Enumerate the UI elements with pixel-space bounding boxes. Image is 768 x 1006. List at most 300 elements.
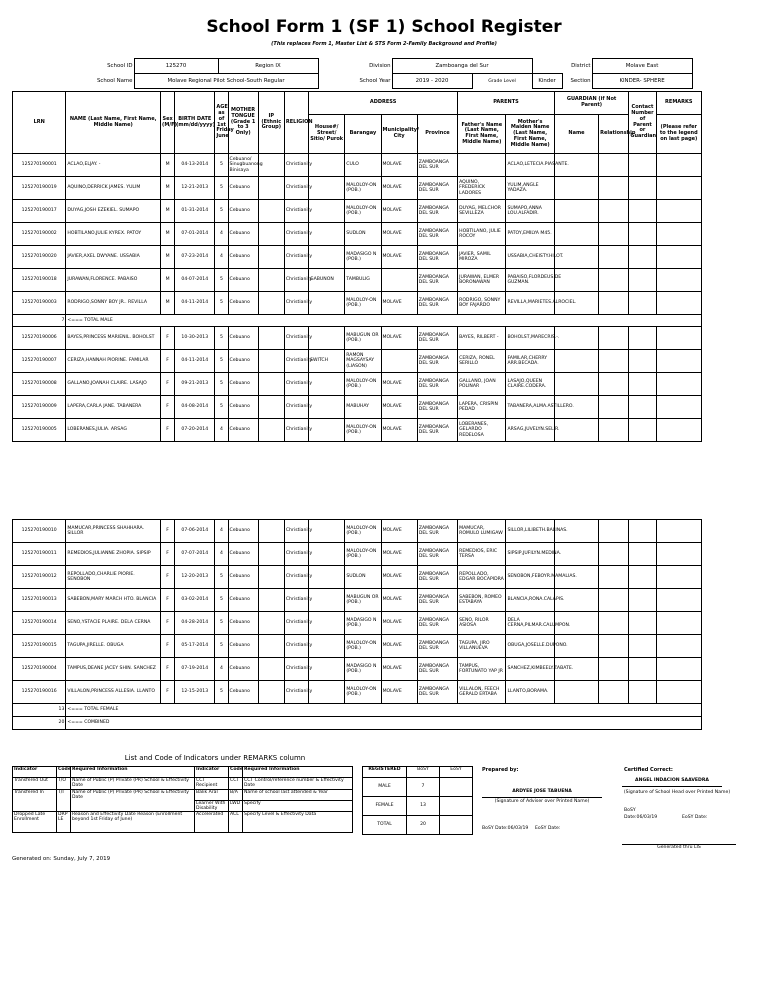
cell-house <box>309 177 345 200</box>
cell-rel: Christianity <box>284 177 308 200</box>
summary-male: MALE <box>363 778 407 797</box>
grade-level-label: Grade Level <box>488 78 516 84</box>
summary-female-value: 13 <box>407 797 440 816</box>
cell-house <box>309 327 345 350</box>
cell-gname <box>554 681 598 704</box>
cell-bd: 07-01-2014 <box>175 223 215 246</box>
cell-house <box>309 543 345 566</box>
cell-father: JAVIER, SAMIL MIROZA <box>458 246 506 269</box>
cell-contact <box>629 543 656 566</box>
female-rows-a <box>13 327 702 442</box>
cell-mt: Cebuano <box>228 635 258 658</box>
cell-age: 4 <box>215 419 228 442</box>
section-label: Section <box>570 77 591 84</box>
cell-mother: BOHOLST,MARECRIS.-. <box>506 327 554 350</box>
cell-bd: 04-28-2014 <box>175 612 215 635</box>
col-religion: RELIGION <box>284 92 308 154</box>
cell-remarks <box>656 350 701 373</box>
cell-ip <box>258 520 284 543</box>
cell-gname <box>554 177 598 200</box>
cell-brgy: MALOLOY-ON (POB.) <box>345 681 381 704</box>
legend-h-req-2: Required Information <box>243 767 353 778</box>
legend-req: Specify <box>243 800 353 812</box>
cell-bd: 01-31-2014 <box>175 200 215 223</box>
cell-name: BAYES,PRINCESS MARIENIL. BOHOLST <box>66 327 161 350</box>
cell-name: TAGUPA,JIRELLE. OBUGA <box>66 635 161 658</box>
cell-bd: 04-13-2014 <box>175 154 215 177</box>
col-parents: PARENTS <box>458 92 555 115</box>
cell-bd: 04-11-2014 <box>175 350 215 373</box>
cell-age: 5 <box>215 589 228 612</box>
certified-label: Certified Correct: <box>624 767 673 773</box>
legend-ind: Transfered Out <box>13 778 57 790</box>
cell-age: 5 <box>215 612 228 635</box>
cell-remarks <box>656 246 701 269</box>
cell-gname <box>554 373 598 396</box>
cell-rel: Christianity <box>284 635 308 658</box>
col-father: Father's Name (Last Name, First Name, Middle Name) <box>458 115 506 154</box>
cell-mother: SENOBON,FEBOYR.MAMALIAS. <box>506 566 554 589</box>
cell-mt: Cebuano <box>228 658 258 681</box>
legend-req: Reason and Effectivity Date Reason (Enrollment beyond 1st Friday of June) <box>71 812 195 833</box>
cell-bd: 07-06-2014 <box>175 520 215 543</box>
cell-mt: Cebuano <box>228 269 258 292</box>
cell-father: TAMPUS, FORTUNATO YAP JR <box>458 658 506 681</box>
cell-father: JURAWAN, ELMER BORONAWAN <box>458 269 506 292</box>
cell-rel: Christianity <box>284 419 308 442</box>
legend-ind: Transfered In <box>13 789 57 812</box>
cell-mother: BLANCIA,RONA.CALAPIS. <box>506 589 554 612</box>
adviser-signature-line <box>482 797 602 798</box>
cell-house <box>309 520 345 543</box>
total-male-count: 7 <box>13 315 66 327</box>
summary-eosy: EoSY <box>440 767 473 778</box>
legend-req: Specify Level & Effectivity Data <box>243 812 353 833</box>
cell-contact <box>629 373 656 396</box>
cell-brgy: MALOLOY-ON (POB.) <box>345 292 381 315</box>
cell-rel: Christianity <box>284 373 308 396</box>
cell-mt: Cebuano <box>228 589 258 612</box>
cell-mt: Cebuano <box>228 419 258 442</box>
cell-mt: Cebuano <box>228 177 258 200</box>
cell-brgy: MALOLOY-ON (POB.) <box>345 419 381 442</box>
cell-bd: 04-07-2014 <box>175 269 215 292</box>
cell-contact <box>629 635 656 658</box>
legend-req: Name of Public (P) Private (PR) School & Effectivity Date <box>71 789 195 812</box>
cell-sex: M <box>161 269 175 292</box>
cell-father: TAGUPA, JIRO VILLANUEVA <box>458 635 506 658</box>
cell-gname <box>554 419 598 442</box>
cell-house <box>309 681 345 704</box>
region: Region IX <box>218 59 318 74</box>
cell-bd: 03-02-2014 <box>175 589 215 612</box>
cell-remarks <box>656 396 701 419</box>
cell-sex: M <box>161 154 175 177</box>
cell-prov: ZAMBOANGA DEL SUR <box>417 612 457 635</box>
cell-name: REMEDIOS,JULIANNE ZHOPIA. SIPSIP <box>66 543 161 566</box>
cell-age: 5 <box>215 350 228 373</box>
cell-name: ACLAO,ELJAY. - <box>66 154 161 177</box>
cell-name: SENO,YSTACIE PLAIRE. DELA CERNA <box>66 612 161 635</box>
student-row <box>13 658 702 681</box>
cell-remarks <box>656 223 701 246</box>
adviser-bosy-date: BoSY Date:06/03/19 <box>482 826 529 831</box>
cell-prov: ZAMBOANGA DEL SUR <box>417 419 457 442</box>
cell-prov: ZAMBOANGA DEL SUR <box>417 635 457 658</box>
cell-age: 5 <box>215 635 228 658</box>
school-name-label: School Name <box>96 77 133 84</box>
grade-level: Kinder <box>532 74 562 89</box>
cell-contact <box>629 520 656 543</box>
adviser-eosy-date: EoSY Date: <box>535 826 561 831</box>
summary-bosy: BoSY <box>407 767 440 778</box>
cell-father: CERIZA, RONEL SERILLO <box>458 350 506 373</box>
legend-req: Name of Public (P) Private (PR) School & Effectivity Date <box>71 778 195 790</box>
prepared-by-label: Prepared by: <box>482 767 519 773</box>
cell-bd: 04-11-2014 <box>175 292 215 315</box>
cell-mun: MOLAVE <box>381 520 417 543</box>
cell-mother: PABAISO,FLORDEUS.DE GUZMAN. <box>506 269 554 292</box>
cell-mother: SIPSIP,JUFILYN.MEDINA. <box>506 543 554 566</box>
cell-mt: Cebuano <box>228 681 258 704</box>
cell-remarks <box>656 612 701 635</box>
cell-mother: USSABIA,CHEISTY.HILOT. <box>506 246 554 269</box>
cell-grel <box>599 520 629 543</box>
cell-ip <box>258 177 284 200</box>
cell-rel: Christianity <box>284 658 308 681</box>
cell-remarks <box>656 543 701 566</box>
district: Molave East <box>592 59 692 74</box>
cell-mun: MOLAVE <box>381 246 417 269</box>
cell-mun: MOLAVE <box>381 681 417 704</box>
head-signature-line <box>622 786 722 787</box>
cell-contact <box>629 154 656 177</box>
cell-grel <box>599 658 629 681</box>
register-table-2 <box>12 519 702 730</box>
cell-mun: MOLAVE <box>381 177 417 200</box>
cell-contact <box>629 223 656 246</box>
cell-bd: 07-07-2014 <box>175 543 215 566</box>
head-signature-caption: (Signature of School Head over Printed Name) <box>623 790 731 795</box>
cell-brgy: MALOLOY-ON (POB.) <box>345 373 381 396</box>
cell-contact <box>629 566 656 589</box>
cell-prov: ZAMBOANGA DEL SUR <box>417 200 457 223</box>
cell-brgy: TAMBULIG <box>345 269 381 292</box>
cell-house: SWITCH <box>309 350 345 373</box>
col-age: AGE as of 1st Friday June <box>215 92 228 154</box>
combined-label: <=== COMBINED <box>66 717 702 730</box>
cell-rel: Christianity <box>284 612 308 635</box>
cell-contact <box>629 200 656 223</box>
cell-ip <box>258 566 284 589</box>
cell-prov: ZAMBOANGA DEL SUR <box>417 154 457 177</box>
cell-mun: MOLAVE <box>381 292 417 315</box>
summary-male-value: 7 <box>407 778 440 797</box>
cell-mun: MOLAVE <box>381 635 417 658</box>
col-birth-date: BIRTH DATE (mm/dd/yyyy) <box>175 92 215 154</box>
school-id: 125270 <box>134 59 218 74</box>
cell-sex: F <box>161 681 175 704</box>
cell-grel <box>599 269 629 292</box>
legend-h-req: Required Information <box>71 767 195 778</box>
cell-name: SABEBON,MARY MARCH HTO. BLANCIA <box>66 589 161 612</box>
col-mother-tongue: MOTHER TONGUE (Grade 1 to 3 Only) <box>228 92 258 154</box>
cell-sex: F <box>161 327 175 350</box>
cell-gname <box>554 350 598 373</box>
cell-mt: Cebuano <box>228 612 258 635</box>
legend-h-indicator: Indicator <box>13 767 57 778</box>
cell-grel <box>599 589 629 612</box>
cell-rel: Christianity <box>284 269 308 292</box>
cell-mun: MOLAVE <box>381 223 417 246</box>
cell-brgy: MALOLOY-ON (POB.) <box>345 543 381 566</box>
cell-house <box>309 612 345 635</box>
cell-remarks <box>656 520 701 543</box>
cell-name: LAPERA,CARLA JANE. TABANERA <box>66 396 161 419</box>
cell-lrn: 125270190005 <box>13 419 66 442</box>
cell-mun: MOLAVE <box>381 327 417 350</box>
cell-brgy: RAMON MAGSAYSAY (LIASON) <box>345 350 381 373</box>
cell-grel <box>599 350 629 373</box>
cell-remarks <box>656 177 701 200</box>
cell-ip <box>258 200 284 223</box>
cell-contact <box>629 681 656 704</box>
cell-gname <box>554 223 598 246</box>
cell-sex: F <box>161 589 175 612</box>
cell-house: GABUNON <box>309 269 345 292</box>
legend-code: B/A <box>229 789 243 800</box>
cell-remarks <box>656 292 701 315</box>
cell-house <box>309 200 345 223</box>
student-row <box>13 350 702 373</box>
head-eosy-date: EoSY Date: <box>682 815 708 820</box>
cell-contact <box>629 396 656 419</box>
cell-prov: ZAMBOANGA DEL SUR <box>417 658 457 681</box>
cell-sex: M <box>161 223 175 246</box>
col-guardian-relationship: Relationship <box>599 115 629 154</box>
cell-mun: MOLAVE <box>381 589 417 612</box>
cell-grel <box>599 543 629 566</box>
cell-rel: Christianity <box>284 396 308 419</box>
cell-name: VILLALON,PRINCESS ALLESIA. LLANTO <box>66 681 161 704</box>
cell-father: LOBERANES, GELARDO REDELOSA <box>458 419 506 442</box>
cell-gname <box>554 200 598 223</box>
cell-mother: DELA CERNA,PILMAR.CALUMPON. <box>506 612 554 635</box>
total-male-label: <=== TOTAL MALE <box>66 315 702 327</box>
cell-remarks <box>656 681 701 704</box>
cell-grel <box>599 419 629 442</box>
cell-sex: M <box>161 292 175 315</box>
cell-grel <box>599 566 629 589</box>
cell-father: RODRIGO, SONNY BOY FAJARDO <box>458 292 506 315</box>
summary-male-eosy <box>440 778 473 797</box>
col-guardian: GUARDIAN (if Not Parent) <box>554 92 629 115</box>
cell-mt: Cebuano <box>228 520 258 543</box>
legend-req: CCT Control/reference number & Effectivity Date <box>243 778 353 790</box>
legend-code: DRP LE <box>57 812 71 833</box>
cell-contact <box>629 589 656 612</box>
cell-grel <box>599 223 629 246</box>
cell-lrn: 125270190012 <box>13 566 66 589</box>
cell-prov: ZAMBOANGA DEL SUR <box>417 350 457 373</box>
cell-name: CERIZA,HANNAH PIORINE. FAMILAR <box>66 350 161 373</box>
cell-grel <box>599 292 629 315</box>
school-name: Molave Regional Pilot School-South Regular <box>134 74 318 89</box>
cell-mun: MOLAVE <box>381 658 417 681</box>
summary-total-value: 20 <box>407 816 440 835</box>
cell-brgy: MADASIGO N (POB.) <box>345 658 381 681</box>
cell-sex: M <box>161 200 175 223</box>
student-row <box>13 635 702 658</box>
cell-father: SABEBON, ROMEO ESTABAYA <box>458 589 506 612</box>
cell-name: HOBTILANO,JULIE KYREX. PATOY <box>66 223 161 246</box>
generated-on: Generated on: Sunday, July 7, 2019 <box>12 856 111 862</box>
cell-brgy: SUDLON <box>345 566 381 589</box>
cell-mun: MOLAVE <box>381 373 417 396</box>
cell-name: AQUINO,DERRICK JAMES. YULIM <box>66 177 161 200</box>
cell-contact <box>629 177 656 200</box>
cell-remarks <box>656 373 701 396</box>
cell-lrn: 125270190008 <box>13 373 66 396</box>
cell-prov: ZAMBOANGA DEL SUR <box>417 520 457 543</box>
cell-mun: MOLAVE <box>381 200 417 223</box>
cell-bd: 10-30-2013 <box>175 327 215 350</box>
cell-mun <box>381 269 417 292</box>
cell-father: MAMUCAR, ROMULO LUMIGAW <box>458 520 506 543</box>
cell-brgy: MADASIGO N (POB.) <box>345 246 381 269</box>
legend-title: List and Code of Indicators under REMARKS column <box>124 754 306 762</box>
cell-rel: Christianity <box>284 520 308 543</box>
cell-father: REPOLLADO, EDGAR BOCAPIDRA <box>458 566 506 589</box>
legend-req: Name of school last attended & Year <box>243 789 353 800</box>
cell-remarks <box>656 635 701 658</box>
cell-mother: LLANTO,BORAMA. <box>506 681 554 704</box>
cell-brgy: MABUGUN OR (POB.) <box>345 327 381 350</box>
cell-mt: Cebuano <box>228 350 258 373</box>
generated-thru: Generated thru LIS <box>657 845 701 850</box>
cell-remarks <box>656 327 701 350</box>
cell-mt: Cebuano <box>228 223 258 246</box>
cell-bd: 05-17-2014 <box>175 635 215 658</box>
register-table-1 <box>12 91 702 442</box>
cell-grel <box>599 396 629 419</box>
cell-grel <box>599 154 629 177</box>
cell-prov: ZAMBOANGA DEL SUR <box>417 177 457 200</box>
cell-rel: Christianity <box>284 246 308 269</box>
cell-mun <box>381 350 417 373</box>
legend-ind: CCT Recipient <box>195 778 229 790</box>
legend-code: CCT <box>229 778 243 790</box>
form-subtitle: (This replaces Form 1, Master List & STS Form 2-Family Background and Profile) <box>271 41 497 47</box>
cell-house <box>309 419 345 442</box>
school-year-label: School Year <box>359 77 391 84</box>
cell-lrn: 125270190011 <box>13 543 66 566</box>
cell-mt: Cebuano <box>228 566 258 589</box>
cell-ip <box>258 373 284 396</box>
col-name: NAME (Last Name, First Name, Middle Name) <box>66 92 161 154</box>
cell-mun: MOLAVE <box>381 612 417 635</box>
cell-mt: Cebuano <box>228 327 258 350</box>
cell-brgy: MALOLOY-ON (POB.) <box>345 200 381 223</box>
cell-prov: ZAMBOANGA DEL SUR <box>417 292 457 315</box>
cell-bd: 09-21-2013 <box>175 373 215 396</box>
col-ip: IP (Ethnic Group) <box>258 92 284 154</box>
adviser-name: ARDYEE JOSE TABUENA <box>512 789 572 794</box>
summary-female: FEMALE <box>363 797 407 816</box>
cell-contact <box>629 246 656 269</box>
district-label: District <box>571 62 591 69</box>
student-row <box>13 520 702 543</box>
student-row <box>13 177 702 200</box>
cell-mt: Cebuano <box>228 396 258 419</box>
cell-age: 4 <box>215 543 228 566</box>
cell-mt: Cebuano/ Sinugbuanong Binisaya <box>228 154 258 177</box>
cell-mother: FAMILAR,CHERRY ARR.BECADA. <box>506 350 554 373</box>
section: KINDER- SPHERE <box>592 74 692 89</box>
cell-contact <box>629 658 656 681</box>
cell-ip <box>258 292 284 315</box>
cell-mt: Cebuano <box>228 373 258 396</box>
cell-age: 5 <box>215 269 228 292</box>
cell-bd: 12-15-2013 <box>175 681 215 704</box>
col-mother: Mother's Maiden Name (Last Name, First Name, Middle Name) <box>506 115 554 154</box>
cell-ip <box>258 223 284 246</box>
cell-mt: Cebuano <box>228 246 258 269</box>
cell-ip <box>258 658 284 681</box>
cell-sex: F <box>161 658 175 681</box>
student-row <box>13 396 702 419</box>
cell-remarks <box>656 658 701 681</box>
student-row <box>13 566 702 589</box>
cell-mun: MOLAVE <box>381 543 417 566</box>
col-lrn: LRN <box>13 92 66 154</box>
cell-grel <box>599 177 629 200</box>
cell-mt: Cebuano <box>228 543 258 566</box>
cell-mother: PATOY,EMILYA M45. <box>506 223 554 246</box>
cell-father: AQUINO, FREDERICK LADORES <box>458 177 506 200</box>
cell-bd: 07-23-2014 <box>175 246 215 269</box>
cell-remarks <box>656 154 701 177</box>
student-row <box>13 543 702 566</box>
cell-name: GALLANO,JOANAH CLAIRE. LASAJO <box>66 373 161 396</box>
cell-prov: ZAMBOANGA DEL SUR <box>417 566 457 589</box>
cell-rel: Christianity <box>284 223 308 246</box>
cell-rel: Christianity <box>284 681 308 704</box>
cell-prov: ZAMBOANGA DEL SUR <box>417 589 457 612</box>
cell-prov: ZAMBOANGA DEL SUR <box>417 681 457 704</box>
cell-house <box>309 589 345 612</box>
cell-father: SENO, RILOR ASIOSA <box>458 612 506 635</box>
cell-prov: ZAMBOANGA DEL SUR <box>417 223 457 246</box>
cell-ip <box>258 612 284 635</box>
cell-father: BAYES, RILBERT - <box>458 327 506 350</box>
cell-age: 4 <box>215 246 228 269</box>
cell-mun: MOLAVE <box>381 396 417 419</box>
col-province: Province <box>417 115 457 154</box>
cell-sex: M <box>161 246 175 269</box>
cell-bd: 12-21-2013 <box>175 177 215 200</box>
cell-father: HOBTILANO, JULIE ROCOY <box>458 223 506 246</box>
cell-rel: Christianity <box>284 154 308 177</box>
student-row <box>13 223 702 246</box>
form-title: School Form 1 (SF 1) School Register <box>206 17 562 37</box>
cell-contact <box>629 292 656 315</box>
cell-mt: Cebuano <box>228 292 258 315</box>
cell-prov: ZAMBOANGA DEL SUR <box>417 373 457 396</box>
cell-name: RODRIGO,SONNY BOY JR.. REVILLA <box>66 292 161 315</box>
school-year: 2019 - 2020 <box>392 74 472 89</box>
cell-remarks <box>656 200 701 223</box>
